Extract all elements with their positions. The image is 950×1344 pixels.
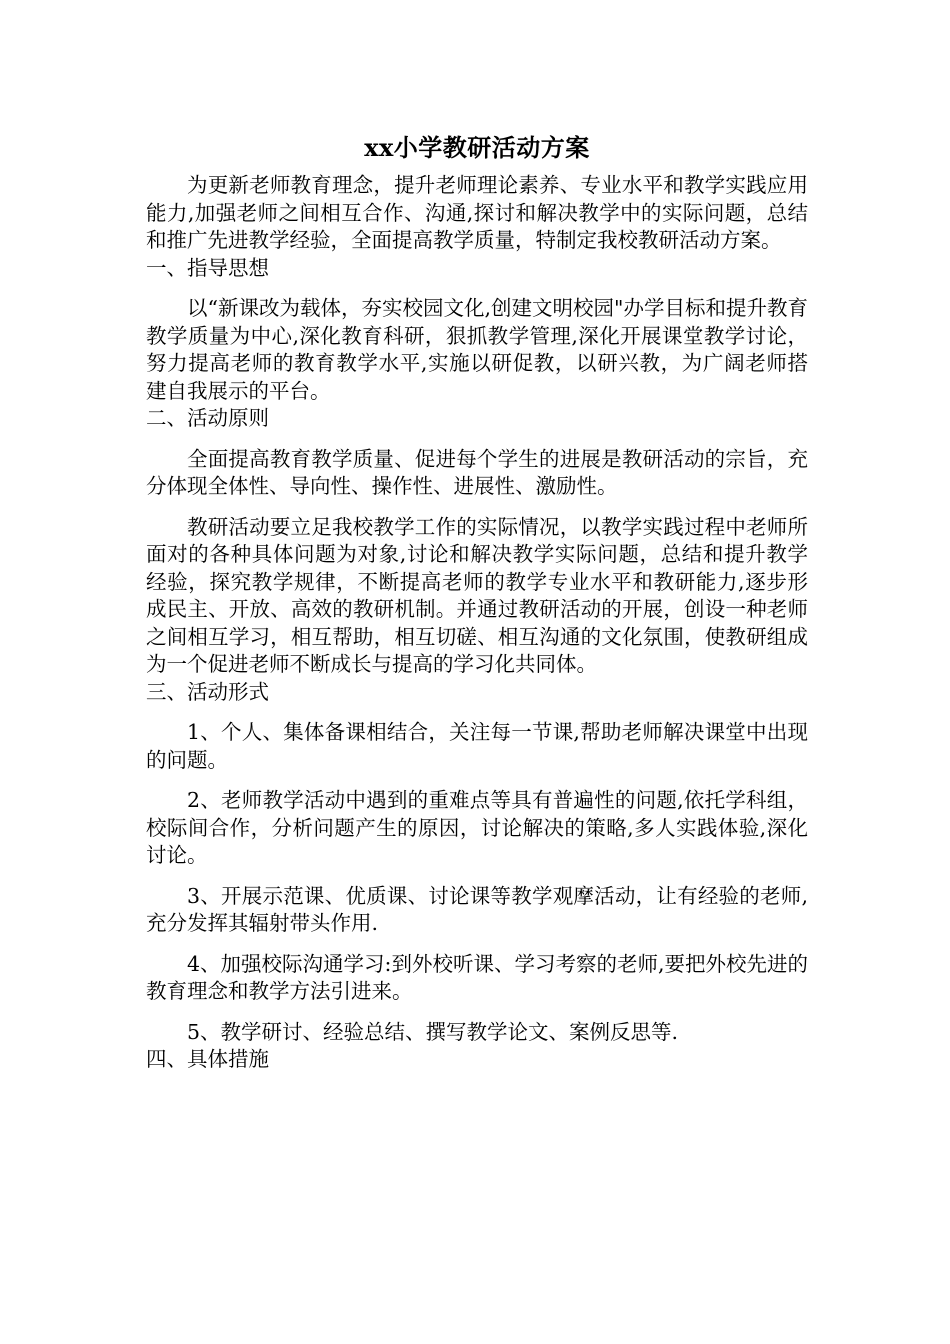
document-body <box>146 128 808 1074</box>
section-paragraph: 以“新课改为载体，夯实校园文化,创建文明校园"办学目标和提升教育教学质量为中心,深化教育科研，狠抓教学管理,深化开展课堂教学讨论，努力提高老师的教育教学水平,实施以研促教，以研兴教，为广阔老师搭建自我展示的平台。 <box>146 296 808 403</box>
section-heading-guiding-ideology: 一、指导思想 <box>146 255 269 280</box>
section-heading-specific-measures: 四、具体措施 <box>146 1047 269 1071</box>
list-item: 3、开展示范课、优质课、讨论课等教学观摩活动，让有经验的老师,充分发挥其辐射带头作用. <box>146 883 808 935</box>
list-item: 5、教学研讨、经验总结、撰写教学论文、案例反思等. <box>187 1019 679 1044</box>
list-item: 1、个人、集体备课相结合，关注每一节课,帮助老师解决课堂中出现的问题。 <box>146 720 808 772</box>
list-item: 4、加强校际沟通学习:到外校听课、学习考察的老师,要把外校先进的教育理念和教学方法引进来。 <box>146 951 808 1003</box>
section-heading-activity-forms: 三、活动形式 <box>146 679 269 704</box>
section-paragraph: 全面提高教育教学质量、促进每个学生的进展是教研活动的宗旨，充分体现全体性、导向性、操作性、进展性、激励性。 <box>146 446 808 498</box>
intro-paragraph: 为更新老师教育理念，提升老师理论素养、专业水平和教学实践应用能力,加强老师之间相互合作、沟通,探讨和解决教学中的实际问题，总结和推广先进教学经验，全面提高教学质量，特制定我校教研活动方案。 <box>146 173 808 252</box>
document-title: xx小学教研活动方案 <box>364 133 590 162</box>
section-heading-activity-principles: 二、活动原则 <box>146 406 269 430</box>
list-item: 2、老师教学活动中遇到的重难点等具有普遍性的问题,依托学科组，校际间合作，分析问题产生的原因，讨论解决的策略,多人实践体验,深化讨论。 <box>146 788 808 867</box>
section-paragraph: 教研活动要立足我校教学工作的实际情况，以教学实践过程中老师所面对的各种具体问题为对象,讨论和解决教学实际问题，总结和提升教学经验，探究教学规律，不断提高老师的教学专业水平和教研能力,逐步形成民主、开放、高效的教研机制。并通过教研活动的开展，创设一种老师之间相互学习，相互帮助，相互切磋、相互沟通的文化氛围，使教研组成为一个促进老师不断成长与提高的学习化共同体。 <box>146 514 808 676</box>
